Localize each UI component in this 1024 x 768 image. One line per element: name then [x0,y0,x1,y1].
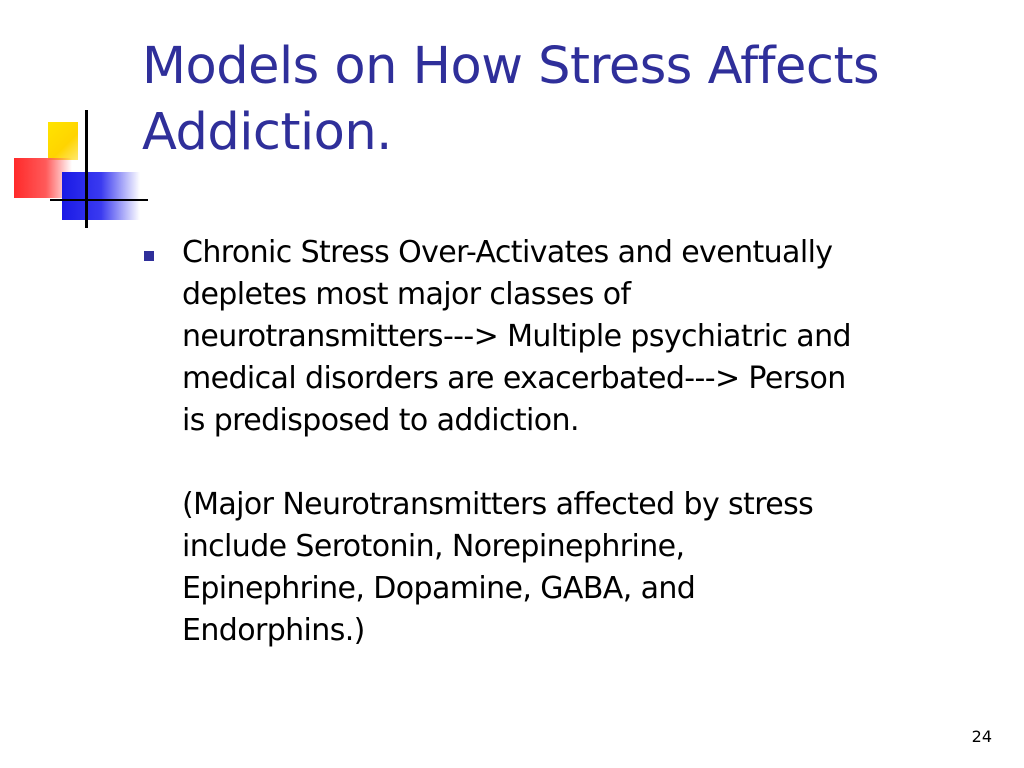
logo-vertical-line [85,110,88,228]
bullet-subtext: (Major Neurotransmitters affected by stress include Serotonin, Norepinephrine, Epinephrine, Dopamine, GABA, and Endorphins.) [182,487,814,648]
logo-horizontal-line [50,199,148,201]
decorative-logo [0,0,150,240]
bullet-item [144,232,1004,442]
bullet-text: Chronic Stress Over-Activates and eventually depletes most major classes of neurotransmitters---> Multiple psychiatric and medical disorders are exacerbated---> Person is predisposed to addiction. [182,235,851,438]
logo-yellow-square [48,122,78,160]
square-bullet-icon [144,251,154,261]
slide-body [144,232,1004,652]
page-number: 24 [971,727,992,746]
logo-blue-square [62,172,140,220]
slide-title: Models on How Stress Affects Addiction. [142,37,880,162]
